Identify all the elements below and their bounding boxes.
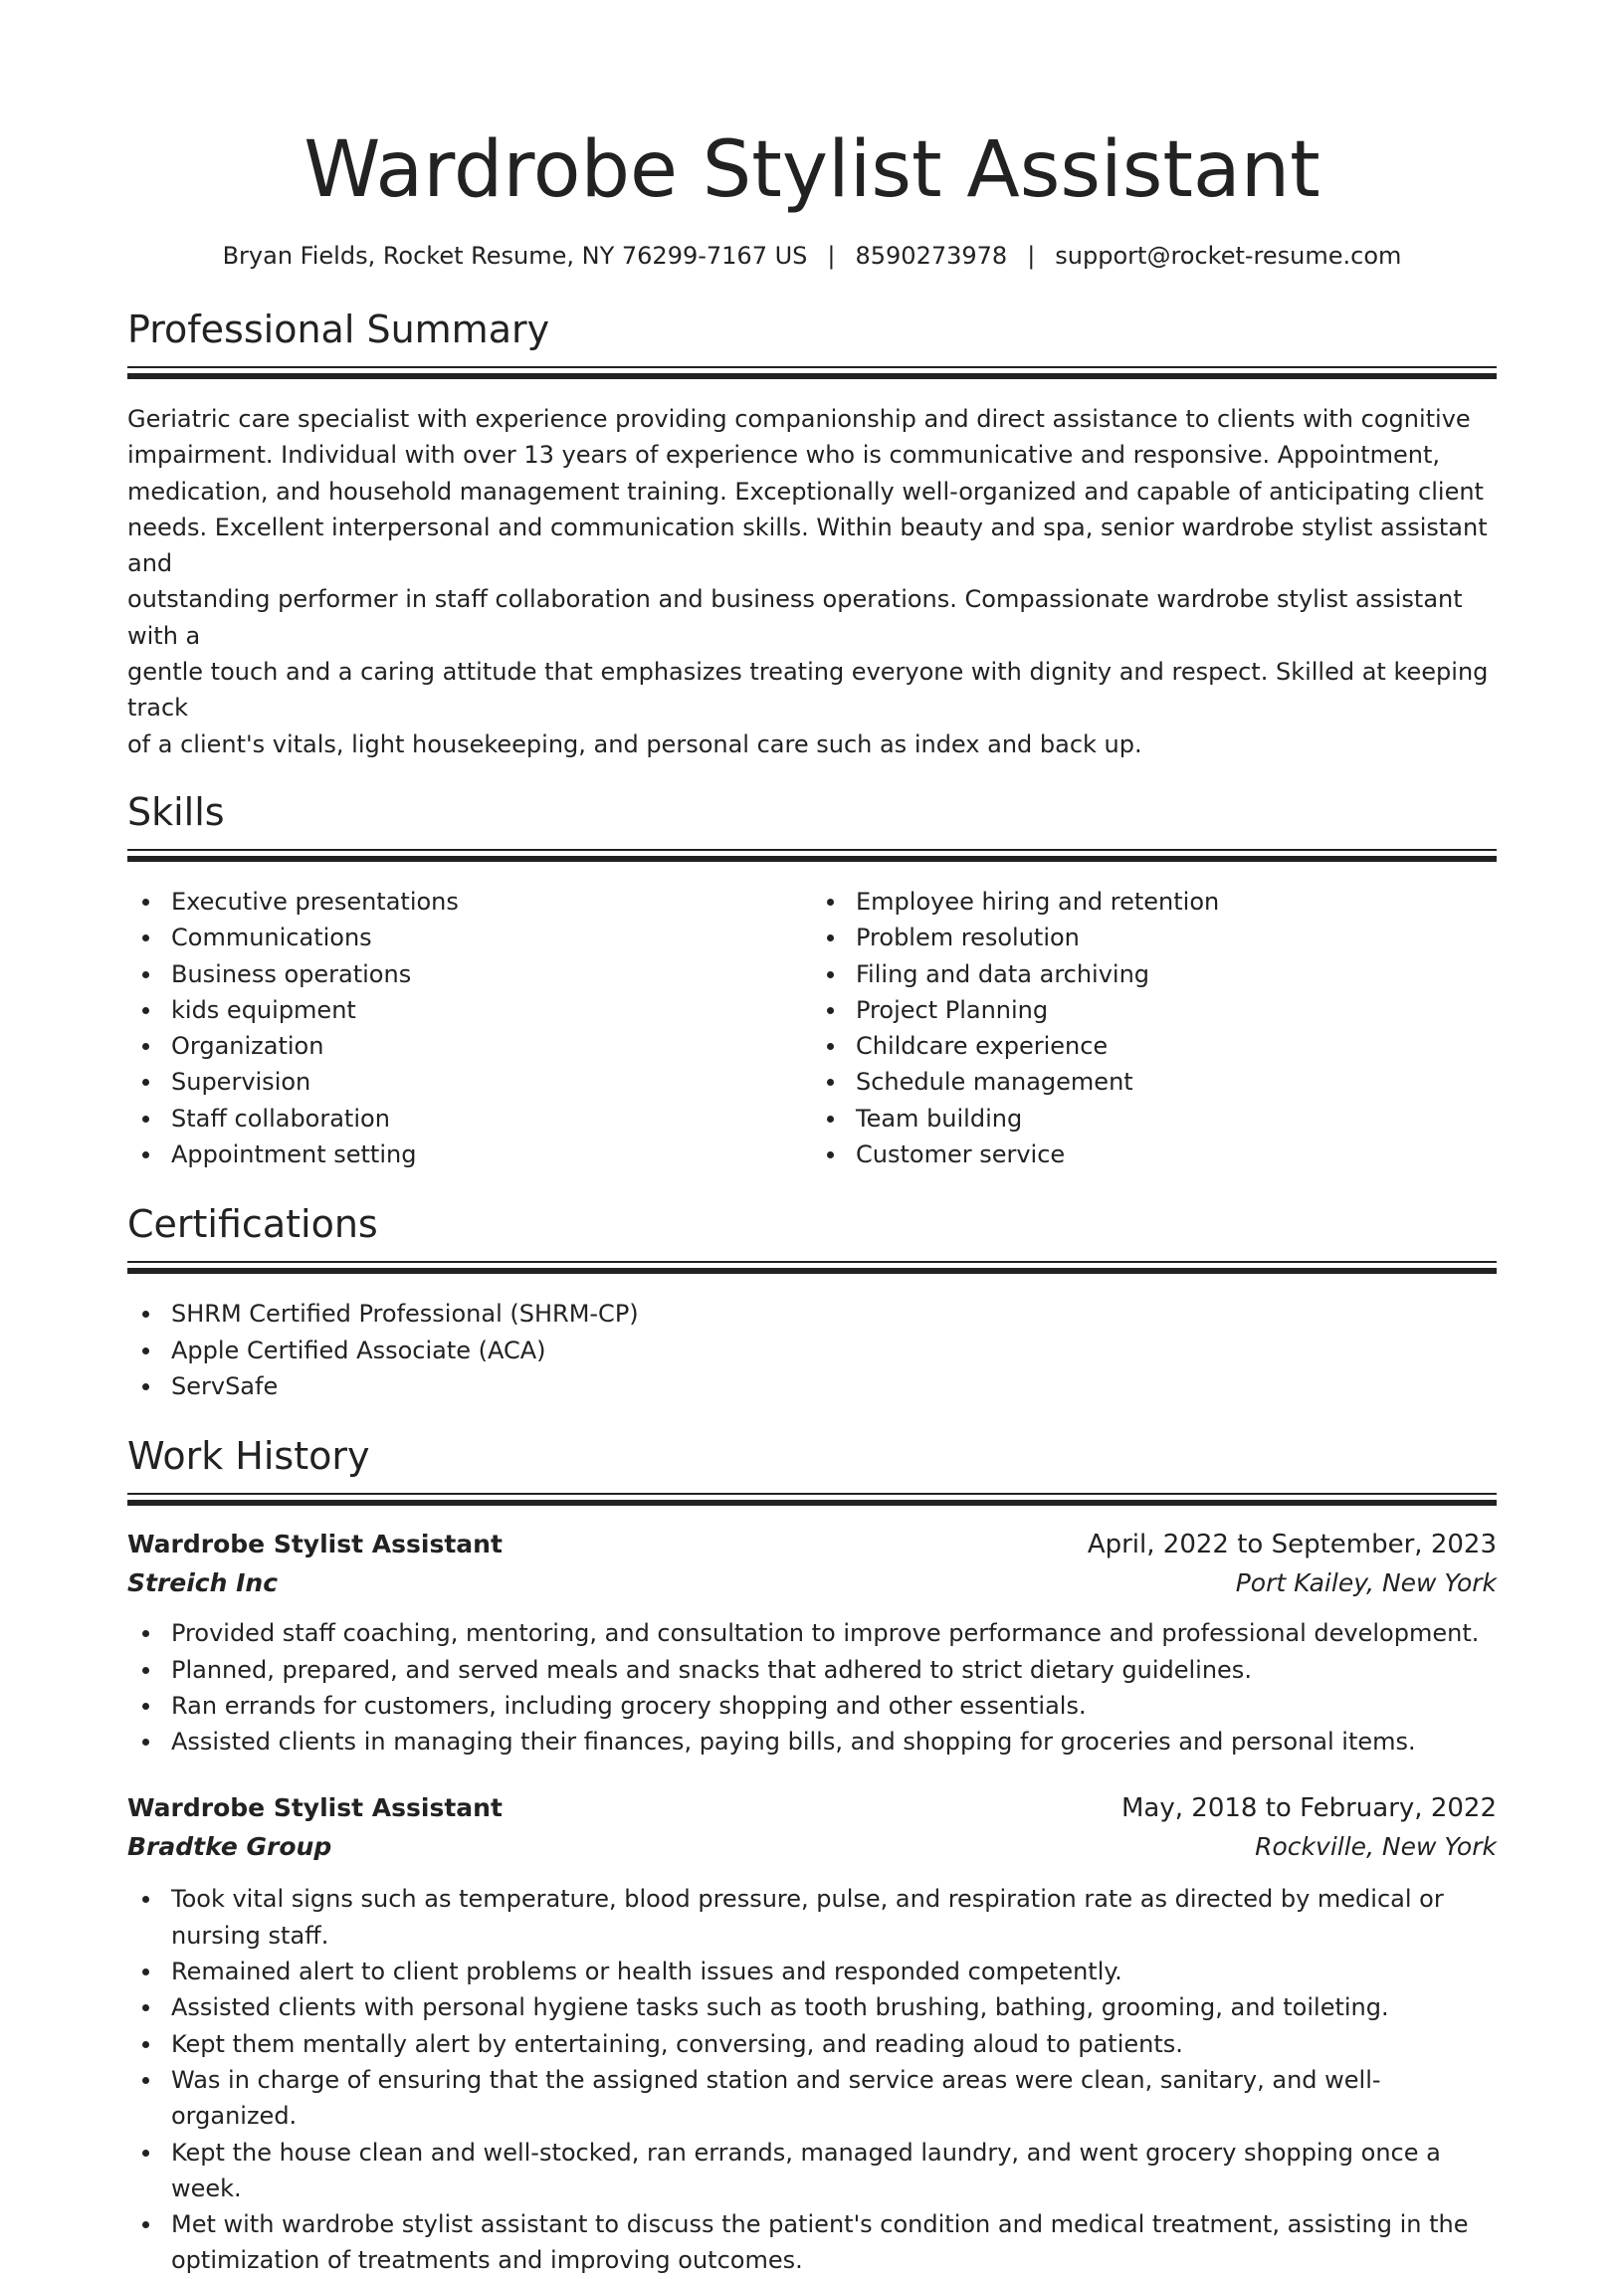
skill-item: Supervision xyxy=(127,1064,812,1100)
job-bullet: Kept them mentally alert by entertaining, conversing, and reading aloud to patients. xyxy=(127,2026,1497,2062)
section-title: Skills xyxy=(127,789,225,834)
skill-item: Childcare experience xyxy=(812,1028,1497,1064)
skills-list-left xyxy=(127,884,812,1172)
job-bullet: Assisted clients with personal hygiene tasks such as tooth brushing, bathing, grooming, and toileting. xyxy=(127,1989,1497,2025)
skill-item: Communications xyxy=(127,920,812,955)
job-bullet: Assisted clients in managing their finances, paying bills, and shopping for groceries and personal items. xyxy=(127,1724,1497,1760)
job-location: Port Kailey, New York xyxy=(1235,1568,1497,1598)
section-title: Certifications xyxy=(127,1202,378,1247)
section-divider xyxy=(127,1493,1497,1508)
job-bullets xyxy=(127,1615,1497,1760)
summary-line: needs. Excellent interpersonal and communication skills. Within beauty and spa, senior wardrobe stylist assistant and xyxy=(127,513,1488,578)
certifications-list xyxy=(127,1296,1497,1404)
job-subheader xyxy=(127,1827,1497,1867)
job-header xyxy=(127,1526,1497,1563)
certifications-section xyxy=(127,1200,1497,1404)
contact-phone: 8590273978 xyxy=(855,242,1008,270)
summary-line: outstanding performer in staff collaboration and business operations. Compassionate wardrobe stylist assistant with a xyxy=(127,585,1463,650)
job-bullet: Remained alert to client problems or health issues and responded competently. xyxy=(127,1954,1497,1989)
section-divider xyxy=(127,1261,1497,1276)
job-location: Rockville, New York xyxy=(1255,1832,1497,1862)
job-bullets xyxy=(127,1881,1497,2278)
job-dates: April, 2022 to September, 2023 xyxy=(1087,1530,1497,1560)
section-divider xyxy=(127,849,1497,864)
skills-list-right xyxy=(812,884,1497,1172)
job-bullet: Ran errands for customers, including grocery shopping and other essentials. xyxy=(127,1688,1497,1724)
summary-line: impairment. Individual with over 13 years of experience who is communicative and responsive. Appointment, xyxy=(127,441,1441,470)
section-divider xyxy=(127,366,1497,381)
certification-item: Apple Certified Associate (ACA) xyxy=(127,1333,1497,1368)
job-company: Streich Inc xyxy=(127,1568,279,1598)
job-title: Wardrobe Stylist Assistant xyxy=(127,1793,503,1823)
certification-item: SHRM Certified Professional (SHRM-CP) xyxy=(127,1296,1497,1332)
job-bullet: Took vital signs such as temperature, blood pressure, pulse, and respiration rate as directed by medical or nursing staff. xyxy=(127,1881,1497,1954)
skill-item: Executive presentations xyxy=(127,884,812,920)
job-subheader xyxy=(127,1563,1497,1603)
job-company: Bradtke Group xyxy=(127,1832,332,1862)
job-dates: May, 2018 to February, 2022 xyxy=(1121,1793,1497,1824)
job-entry xyxy=(127,1789,1497,2278)
section-title: Work History xyxy=(127,1434,370,1479)
summary-line: medication, and household management training. Exceptionally well-organized and capable of anticipating client xyxy=(127,477,1484,506)
summary-section xyxy=(127,306,1497,762)
skill-item: Schedule management xyxy=(812,1064,1497,1100)
contact-separator: | xyxy=(1027,242,1036,270)
resume-name: Wardrobe Stylist Assistant xyxy=(304,125,1320,215)
skill-item: Business operations xyxy=(127,956,812,992)
skill-item: Team building xyxy=(812,1101,1497,1137)
job-entry xyxy=(127,1526,1497,1760)
summary-line: Geriatric care specialist with experience providing companionship and direct assistance to clients with cognitive xyxy=(127,405,1471,433)
contact-address: Bryan Fields, Rocket Resume, NY 76299-7167 US xyxy=(222,242,808,270)
job-bullet: Kept the house clean and well-stocked, ran errands, managed laundry, and went grocery shopping once a week. xyxy=(127,2135,1497,2207)
skill-item: Organization xyxy=(127,1028,812,1064)
skill-item: Employee hiring and retention xyxy=(812,884,1497,920)
summary-text xyxy=(127,401,1497,762)
job-bullet: Was in charge of ensuring that the assigned station and service areas were clean, sanitary, and well-organized. xyxy=(127,2062,1497,2135)
section-title: Professional Summary xyxy=(127,308,550,351)
skill-item: kids equipment xyxy=(127,992,812,1028)
skill-item: Customer service xyxy=(812,1137,1497,1172)
contact-line xyxy=(127,239,1497,273)
skill-item: Staff collaboration xyxy=(127,1101,812,1137)
skill-item: Appointment setting xyxy=(127,1137,812,1172)
skills-section xyxy=(127,788,1497,1172)
skill-item: Project Planning xyxy=(812,992,1497,1028)
skill-item: Problem resolution xyxy=(812,920,1497,955)
certification-item: ServSafe xyxy=(127,1368,1497,1404)
summary-line: gentle touch and a caring attitude that emphasizes treating everyone with dignity and respect. Skilled at keeping track xyxy=(127,658,1489,723)
job-bullet: Provided staff coaching, mentoring, and consultation to improve performance and professional development. xyxy=(127,1615,1497,1651)
job-header xyxy=(127,1789,1497,1827)
contact-email: support@rocket-resume.com xyxy=(1055,242,1402,270)
work-history-section xyxy=(127,1432,1497,2278)
job-bullet: Met with wardrobe stylist assistant to discuss the patient's condition and medical treatment, assisting in the optimization of treatments and improving outcomes. xyxy=(127,2206,1497,2279)
job-bullet: Planned, prepared, and served meals and snacks that adhered to strict dietary guidelines. xyxy=(127,1652,1497,1688)
summary-line: of a client's vitals, light housekeeping, and personal care such as index and back up. xyxy=(127,729,1142,758)
skill-item: Filing and data archiving xyxy=(812,956,1497,992)
contact-separator: | xyxy=(827,242,836,270)
job-title: Wardrobe Stylist Assistant xyxy=(127,1530,503,1559)
skills-grid xyxy=(127,884,1497,1172)
